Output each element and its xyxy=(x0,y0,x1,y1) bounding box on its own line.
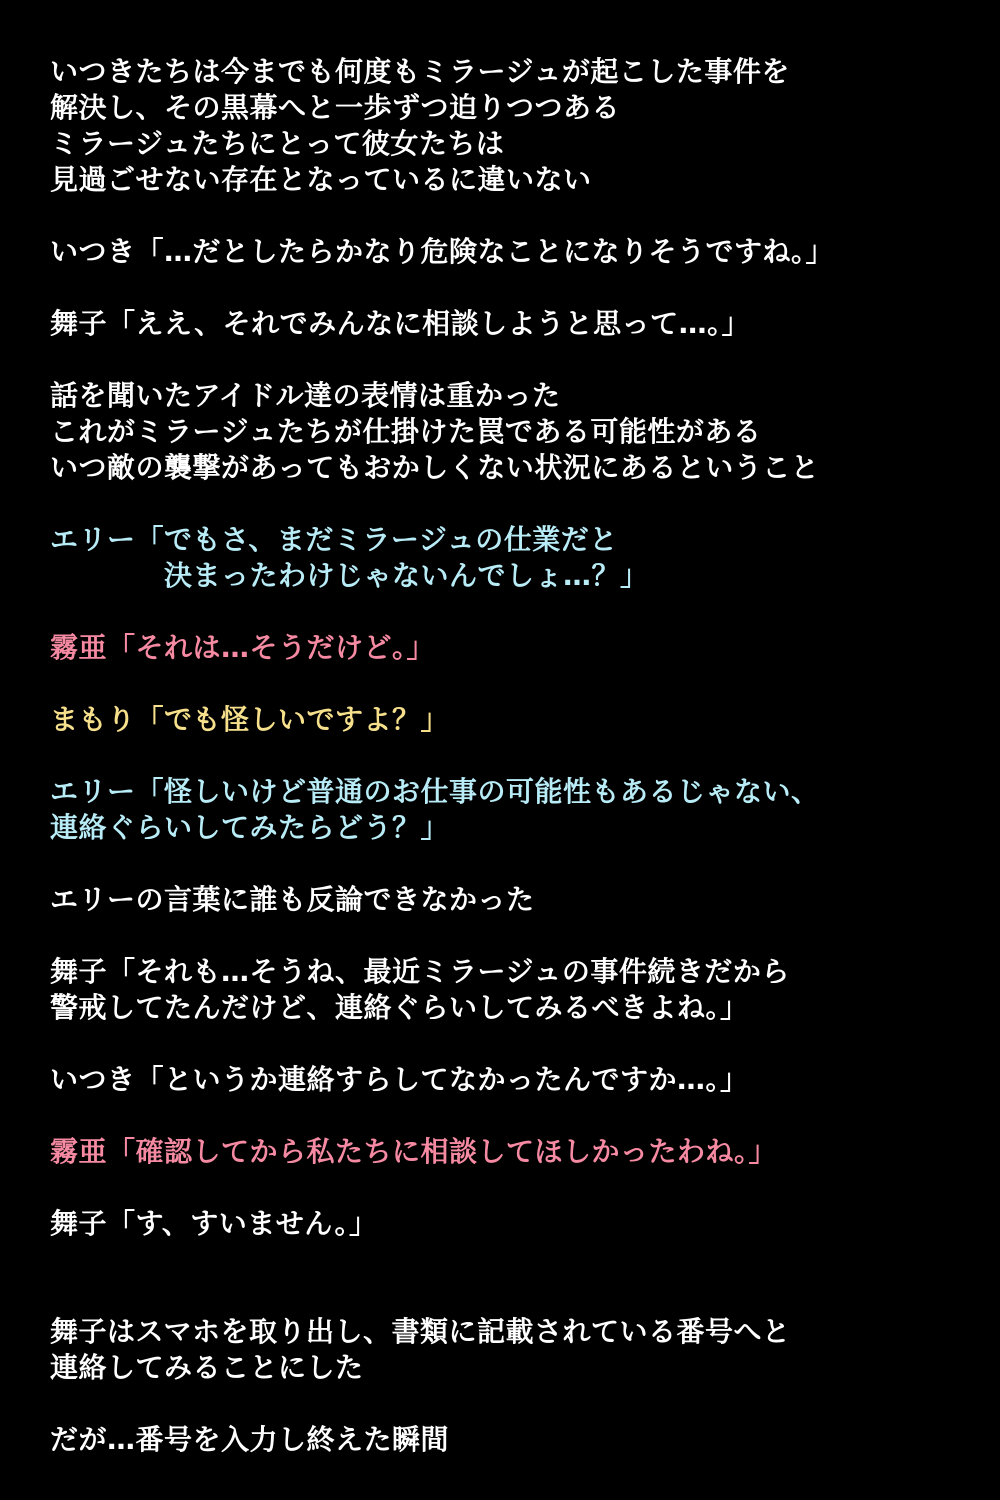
dialogue-line: 連絡ぐらいしてみたらどう？」 xyxy=(50,811,450,844)
story-text-page xyxy=(50,54,970,1458)
spacer xyxy=(50,270,970,306)
dialogue-mamori xyxy=(50,702,970,738)
narration-line: いつきたちは今までも何度もミラージュが起こした事件を xyxy=(50,55,790,88)
narration-line: 話を聞いたアイドル達の表情は重かった xyxy=(50,379,561,412)
dialogue-line: 舞子「それも…そうね、最近ミラージュの事件続きだから xyxy=(50,955,790,988)
dialogue-line: まもり「でも怪しいですよ？」 xyxy=(50,703,450,736)
dialogue-itsuki xyxy=(50,1062,970,1098)
narration-line: これがミラージュたちが仕掛けた罠である可能性がある xyxy=(50,415,762,448)
narration-line: ミラージュたちにとって彼女たちは xyxy=(50,127,505,160)
narration-line: 連絡してみることにした xyxy=(50,1351,364,1384)
dialogue-maiko xyxy=(50,954,970,1026)
spacer xyxy=(50,738,970,774)
dialogue-line: いつき「というか連絡すらしてなかったんですか…。」 xyxy=(50,1063,749,1096)
spacer xyxy=(50,198,970,234)
dialogue-line: 舞子「す、すいません。」 xyxy=(50,1207,378,1240)
dialogue-line: 決まったわけじゃないんでしょ…？」 xyxy=(50,559,649,592)
narration-block xyxy=(50,1422,970,1458)
spacer xyxy=(50,918,970,954)
narration-block xyxy=(50,1314,970,1386)
spacer xyxy=(50,666,970,702)
dialogue-eri xyxy=(50,774,970,846)
narration-line: 見過ごせない存在となっているに違いない xyxy=(50,163,592,196)
spacer xyxy=(50,342,970,378)
dialogue-kiria xyxy=(50,1134,970,1170)
narration-line: いつ敵の襲撃があってもおかしくない状況にあるということ xyxy=(50,451,820,484)
dialogue-kiria xyxy=(50,630,970,666)
spacer xyxy=(50,1098,970,1134)
spacer xyxy=(50,1386,970,1422)
spacer xyxy=(50,846,970,882)
spacer xyxy=(50,1026,970,1062)
spacer xyxy=(50,486,970,522)
narration-block xyxy=(50,54,970,198)
dialogue-line: エリー「怪しいけど普通のお仕事の可能性もあるじゃない、 xyxy=(50,775,820,808)
dialogue-line: 警戒してたんだけど、連絡ぐらいしてみるべきよね。」 xyxy=(50,991,749,1024)
spacer xyxy=(50,1242,970,1314)
dialogue-maiko xyxy=(50,306,970,342)
narration-block xyxy=(50,378,970,486)
dialogue-line: 霧亜「確認してから私たちに相談してほしかったわね。」 xyxy=(50,1135,778,1168)
dialogue-maiko xyxy=(50,1206,970,1242)
dialogue-line: 霧亜「それは…そうだけど。」 xyxy=(50,631,436,664)
narration-line: エリーの言葉に誰も反論できなかった xyxy=(50,883,535,916)
spacer xyxy=(50,1170,970,1206)
dialogue-line: いつき「…だとしたらかなり危険なことになりそうですね。」 xyxy=(50,235,835,268)
dialogue-itsuki xyxy=(50,234,970,270)
dialogue-line: エリー「でもさ、まだミラージュの仕業だと xyxy=(50,523,618,556)
narration-block xyxy=(50,882,970,918)
narration-line: 舞子はスマホを取り出し、書類に記載されている番号へと xyxy=(50,1315,791,1348)
narration-line: だが…番号を入力し終えた瞬間 xyxy=(50,1423,450,1456)
dialogue-line: 舞子「ええ、それでみんなに相談しようと思って…。」 xyxy=(50,307,751,340)
spacer xyxy=(50,594,970,630)
dialogue-eri xyxy=(50,522,970,594)
narration-line: 解決し、その黒幕へと一歩ずつ迫りつつある xyxy=(50,91,621,124)
